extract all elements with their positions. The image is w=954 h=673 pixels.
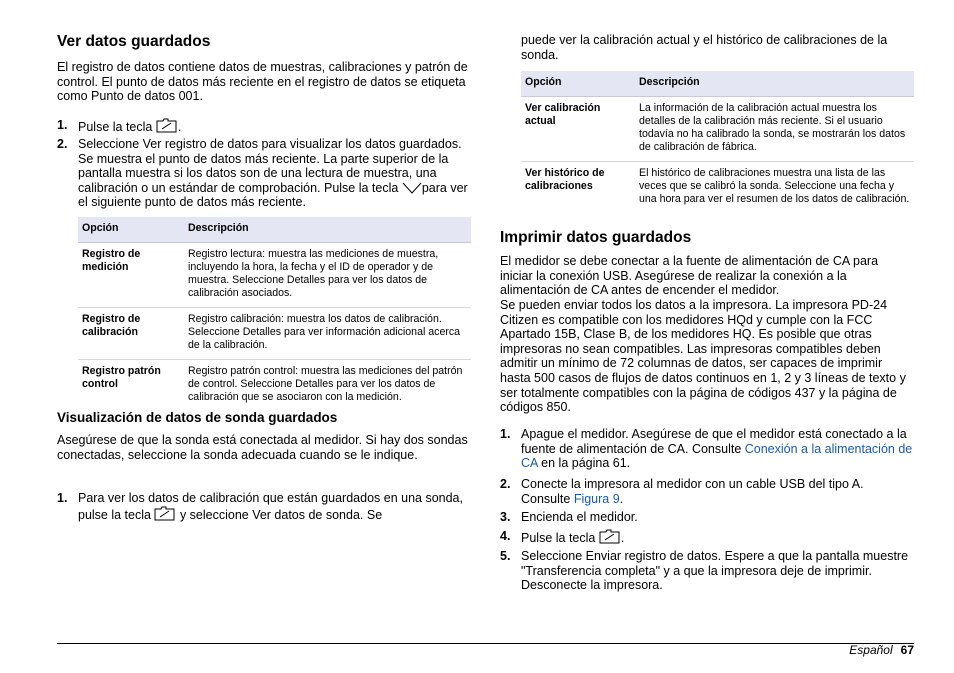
option-cell: Registro patrón control <box>82 365 161 390</box>
print-step-3 <box>500 510 638 525</box>
link-figura-9[interactable]: Figura 9 <box>573 491 620 506</box>
sonda-step-1: 1. Para ver los datos de calibración que están guardados en una sonda, pulse la tecla y seleccione Ver datos de sonda. Se <box>57 491 463 522</box>
step-2: 2. Seleccione Ver registro de datos para visualizar los datos guardados. Se muestra el punto de datos más reciente. La parte superior de la pantalla muestra si los datos son de una lectura de muestra, una calibración o un estándar de comprobación. Pulse la tecla para ver el siguiente punto de datos más reciente. <box>57 137 468 210</box>
section-heading-imprimir: Imprimir datos guardados <box>500 229 692 246</box>
step-number: 5. <box>500 549 511 563</box>
step-number: 1. <box>57 491 68 505</box>
step-1: 1. Pulse la tecla . <box>57 118 182 134</box>
options-table-sonda <box>521 71 914 213</box>
step-text: Seleccione Ver registro de datos para visualizar los datos guardados. Se muestra el punto de datos más reciente. La parte superior de la pantalla muestra si los datos son de una lectura de muestra, una calibración o un estándar de comprobación. Pulse la tecla <box>78 137 462 195</box>
down-arrow-key-icon <box>402 182 422 194</box>
option-cell: Ver calibración actual <box>521 97 635 162</box>
section-heading-sonda: Visualización de datos de sonda guardados <box>57 410 338 425</box>
description-cell: Registro lectura: muestra las mediciones de muestra, incluyendo la hora, la fecha y el ID de operador y de muestra. Seleccione Detalles para ver los datos de calibración asociados. <box>184 243 471 308</box>
option-cell: Registro de medición <box>78 243 184 308</box>
table-row <box>521 162 914 214</box>
description-cell: Registro calibración: muestra los datos de calibración. Seleccione Detalles para ver información adicional acerca de la calibración. <box>184 308 471 360</box>
section-heading-ver-datos: Ver datos guardados <box>57 33 211 50</box>
step-text: Pulse la tecla <box>521 531 596 545</box>
step-text: Para ver los datos de calibración que están guardados en una sonda, pulse la tecla <box>78 491 463 522</box>
column-header: Descripción <box>184 217 471 243</box>
step-text: Encienda el medidor. <box>521 510 638 524</box>
table-row <box>521 97 914 162</box>
footer-divider <box>57 643 914 644</box>
footer-language: Español <box>849 643 893 657</box>
folder-key-icon <box>154 506 176 521</box>
options-table-registro <box>78 217 471 411</box>
step-text: Pulse la tecla <box>78 120 153 134</box>
link-conexion-ca[interactable]: Conexión a la alimentación de CA <box>521 441 913 471</box>
option-cell: Registro de calibración <box>78 308 184 360</box>
description-cell: La información de la calibración actual muestra los detalles de la calibración más reciente. Si el usuario todavía no ha calibrado la sonda, se mostrarán los datos de calibración de fábrica. <box>635 97 914 162</box>
step-number: 2. <box>57 137 68 151</box>
option-cell: Ver histórico de calibraciones <box>525 167 605 192</box>
column-header: Opción <box>78 217 184 243</box>
print-step-5 <box>500 549 914 593</box>
table-row <box>78 308 471 360</box>
print-step-4: 4. Pulse la tecla . <box>500 529 625 545</box>
folder-key-icon <box>156 118 178 133</box>
continued-paragraph: puede ver la calibración actual y el histórico de calibraciones de la sonda. <box>521 33 888 62</box>
table-row <box>78 243 471 308</box>
step-number: 2. <box>500 477 511 491</box>
column-header: Descripción <box>635 71 914 97</box>
page-footer <box>849 643 914 657</box>
print-paragraph-2: Se pueden enviar todos los datos a la impresora. La impresora PD-24 Citizen es compatible con los medidores HQd y cumple con la FCC Apartado 15B, Clase B, de los medidores HQ. Es posible que otras impresoras no sean compatibles. Las impresoras compatibles deben admitir un mínimo de 72 columnas de datos, ser capaces de imprimir hasta 500 casos de flujos de datos continuos en 1, 2 y 3 líneas de texto y ser totalmente compatibles con la página de códigos 437 y la página de códigos 850. <box>500 298 906 415</box>
table-row <box>78 360 471 412</box>
intro-paragraph: El registro de datos contiene datos de muestras, calibraciones y patrón de control. El punto de datos más reciente en el registro de datos se etiqueta como Punto de datos 001. <box>57 60 468 104</box>
step-number: 3. <box>500 510 511 524</box>
column-header: Opción <box>521 71 635 97</box>
print-paragraph-1: El medidor se debe conectar a la fuente de alimentación de CA para iniciar la conexión USB. Asegúrese de realizar la conexión a la alimentación de CA antes de encender el medidor. <box>500 254 879 298</box>
step-number: 1. <box>57 118 68 132</box>
page-number: 67 <box>900 643 914 657</box>
sonda-intro-paragraph: Asegúrese de que la sonda está conectada al medidor. Si hay dos sondas conectadas, seleccione la sonda adecuada cuando se le indique. <box>57 433 468 462</box>
print-step-2: 2. Conecte la impresora al medidor con un cable USB del tipo A. Consulte Figura 9. <box>500 477 864 506</box>
step-number: 1. <box>500 427 511 441</box>
step-number: 4. <box>500 529 511 543</box>
description-cell: El histórico de calibraciones muestra una lista de las veces que se calibró la sonda. Seleccione una fecha y una hora para ver el resumen de los datos de calibración. <box>639 167 910 205</box>
print-step-1: 1. Apague el medidor. Asegúrese de que el medidor está conectado a la fuente de alimentación de CA. Consulte Conexión a la alimentación de CA en la página 61. <box>500 427 913 471</box>
description-cell: Registro patrón control: muestra las mediciones del patrón de control. Seleccione Detalles para ver los datos de calibración que se asociaron con la medición. <box>188 365 463 403</box>
step-text: Seleccione Enviar registro de datos. Espere a que la pantalla muestre "Transferencia completa" y a que la impresora deje de imprimir. Desconecte la impresora. <box>521 549 909 593</box>
folder-key-icon <box>599 529 621 544</box>
